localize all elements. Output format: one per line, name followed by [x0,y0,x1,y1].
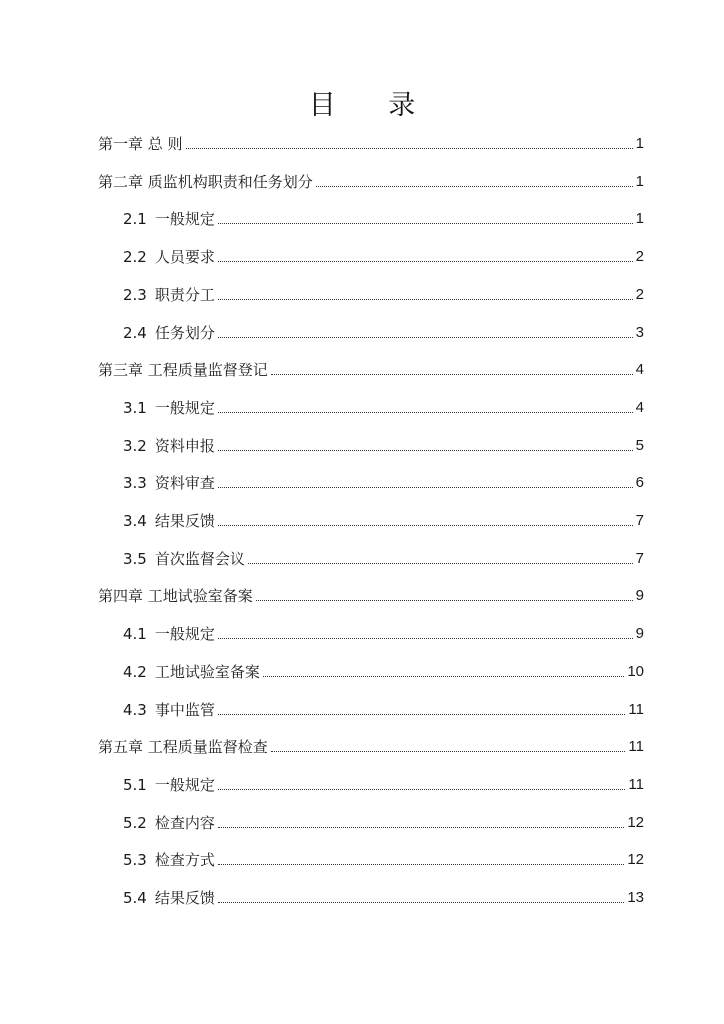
toc-entry-label: 资料申报 [154,436,215,455]
toc-page-number: 10 [627,662,644,680]
toc-entry-number: 2.4 [123,323,147,342]
toc-entry-label: 工地试验室备案 [154,662,260,681]
toc-page-number: 7 [635,512,644,529]
toc-dot-leader [218,412,633,413]
toc-section-entry[interactable] [123,809,644,833]
toc-dot-leader [218,487,633,488]
toc-dot-leader [263,676,624,677]
toc-dot-leader [218,789,626,790]
toc-entry-number: 5.1 [123,775,147,794]
toc-section-entry[interactable] [123,658,644,682]
toc-chapter-entry[interactable] [98,356,644,380]
toc-section-entry[interactable] [123,696,644,720]
toc-entry-number: 4.3 [123,700,147,719]
toc-chapter-entry[interactable] [98,733,644,757]
toc-section-entry[interactable] [123,469,644,493]
toc-entry-label: 人员要求 [154,248,215,267]
toc-dot-leader [218,450,633,451]
toc-dot-leader [218,827,624,828]
toc-dot-leader [248,563,633,564]
toc-dot-leader [218,223,633,224]
toc-entry-label: 检查方式 [154,851,215,870]
toc-dot-leader [256,600,633,601]
toc-dot-leader [218,261,633,262]
toc-page-number: 11 [628,738,644,756]
toc-entry-label: 第一章 总 则 [98,135,183,153]
toc-entry-label: 一般规定 [154,625,215,644]
toc-page-number: 9 [635,587,644,605]
toc-entry-number: 5.4 [123,889,147,907]
toc-dot-leader [218,714,626,715]
toc-page-number: 13 [627,889,644,906]
toc-page-number: 2 [635,248,644,266]
toc-entry-number: 4.1 [123,625,147,644]
toc-dot-leader [186,148,633,149]
toc-section-entry[interactable] [123,884,644,908]
toc-page-number: 11 [628,775,644,793]
toc-section-entry[interactable] [123,319,644,343]
toc-dot-leader [271,751,626,752]
toc-section-entry[interactable] [123,846,644,870]
toc-entry-number: 5.2 [123,813,147,832]
toc-page-number: 7 [635,549,644,567]
toc-entry-label: 一般规定 [154,210,215,229]
toc-entry-label: 资料审查 [154,474,215,493]
toc-dot-leader [271,374,633,375]
toc-entry-label: 一般规定 [154,398,215,417]
toc-section-entry[interactable] [123,205,644,229]
toc-page-number: 9 [635,625,644,643]
toc-page-number: 4 [635,361,644,379]
toc-dot-leader [218,337,633,338]
toc-entry-label: 第四章 工地试验室备案 [98,587,253,606]
page-title: 目 录 [308,90,438,121]
toc-page-number: 6 [635,474,644,492]
toc-section-entry[interactable] [123,281,644,305]
toc-section-entry[interactable] [123,620,644,644]
toc-page-number: 5 [635,436,644,454]
toc-entry-number: 2.1 [123,210,147,229]
toc-entry-label: 职责分工 [154,285,215,304]
toc-entry-number: 3.4 [123,512,147,530]
toc-dot-leader [218,902,624,903]
toc-entry-number: 3.3 [123,474,147,493]
toc-chapter-entry[interactable] [98,130,644,154]
toc-entry-number: 4.2 [123,662,147,681]
toc-entry-label: 结果反馈 [154,512,215,530]
toc-entry-label: 任务划分 [154,323,215,342]
toc-entry-number: 2.2 [123,248,147,267]
toc-page-number: 11 [628,700,644,718]
toc-chapter-entry[interactable] [98,168,644,192]
toc-dot-leader [218,864,624,865]
toc-entry-label: 结果反馈 [154,889,215,907]
toc-dot-leader [218,525,633,526]
toc-entry-number: 5.3 [123,851,147,870]
toc-entry-label: 第三章 工程质量监督登记 [98,361,268,380]
toc-section-entry[interactable] [123,545,644,569]
toc-page-number: 1 [635,210,644,228]
toc-page-number: 4 [635,398,644,416]
toc-chapter-entry[interactable] [98,582,644,606]
toc-entry-label: 第二章 质监机构职责和任务划分 [98,172,313,191]
toc-page-number: 3 [635,323,644,341]
toc-entry-label: 事中监管 [154,700,215,719]
toc-entry-label: 检查内容 [154,813,215,832]
toc-entry-label: 第五章 工程质量监督检查 [98,738,268,757]
toc-entry-number: 2.3 [123,285,147,304]
toc-entry-number: 3.2 [123,436,147,455]
toc-dot-leader [218,299,633,300]
toc-section-entry[interactable] [123,771,644,795]
toc-entry-label: 一般规定 [154,775,215,794]
toc-page-number: 1 [635,135,644,152]
toc-page-number: 2 [635,285,644,303]
toc-section-entry[interactable] [123,394,644,418]
toc-page-number: 12 [627,851,644,869]
toc-dot-leader [316,186,633,187]
toc-page-number: 12 [627,813,644,831]
toc-dot-leader [218,638,633,639]
toc-section-entry[interactable] [123,243,644,267]
toc-entry-number: 3.5 [123,549,147,568]
toc-section-entry[interactable] [123,507,644,531]
toc-entry-number: 3.1 [123,398,147,417]
toc-page-number: 1 [635,172,644,190]
toc-entry-label: 首次监督会议 [154,549,245,568]
toc-section-entry[interactable] [123,432,644,456]
